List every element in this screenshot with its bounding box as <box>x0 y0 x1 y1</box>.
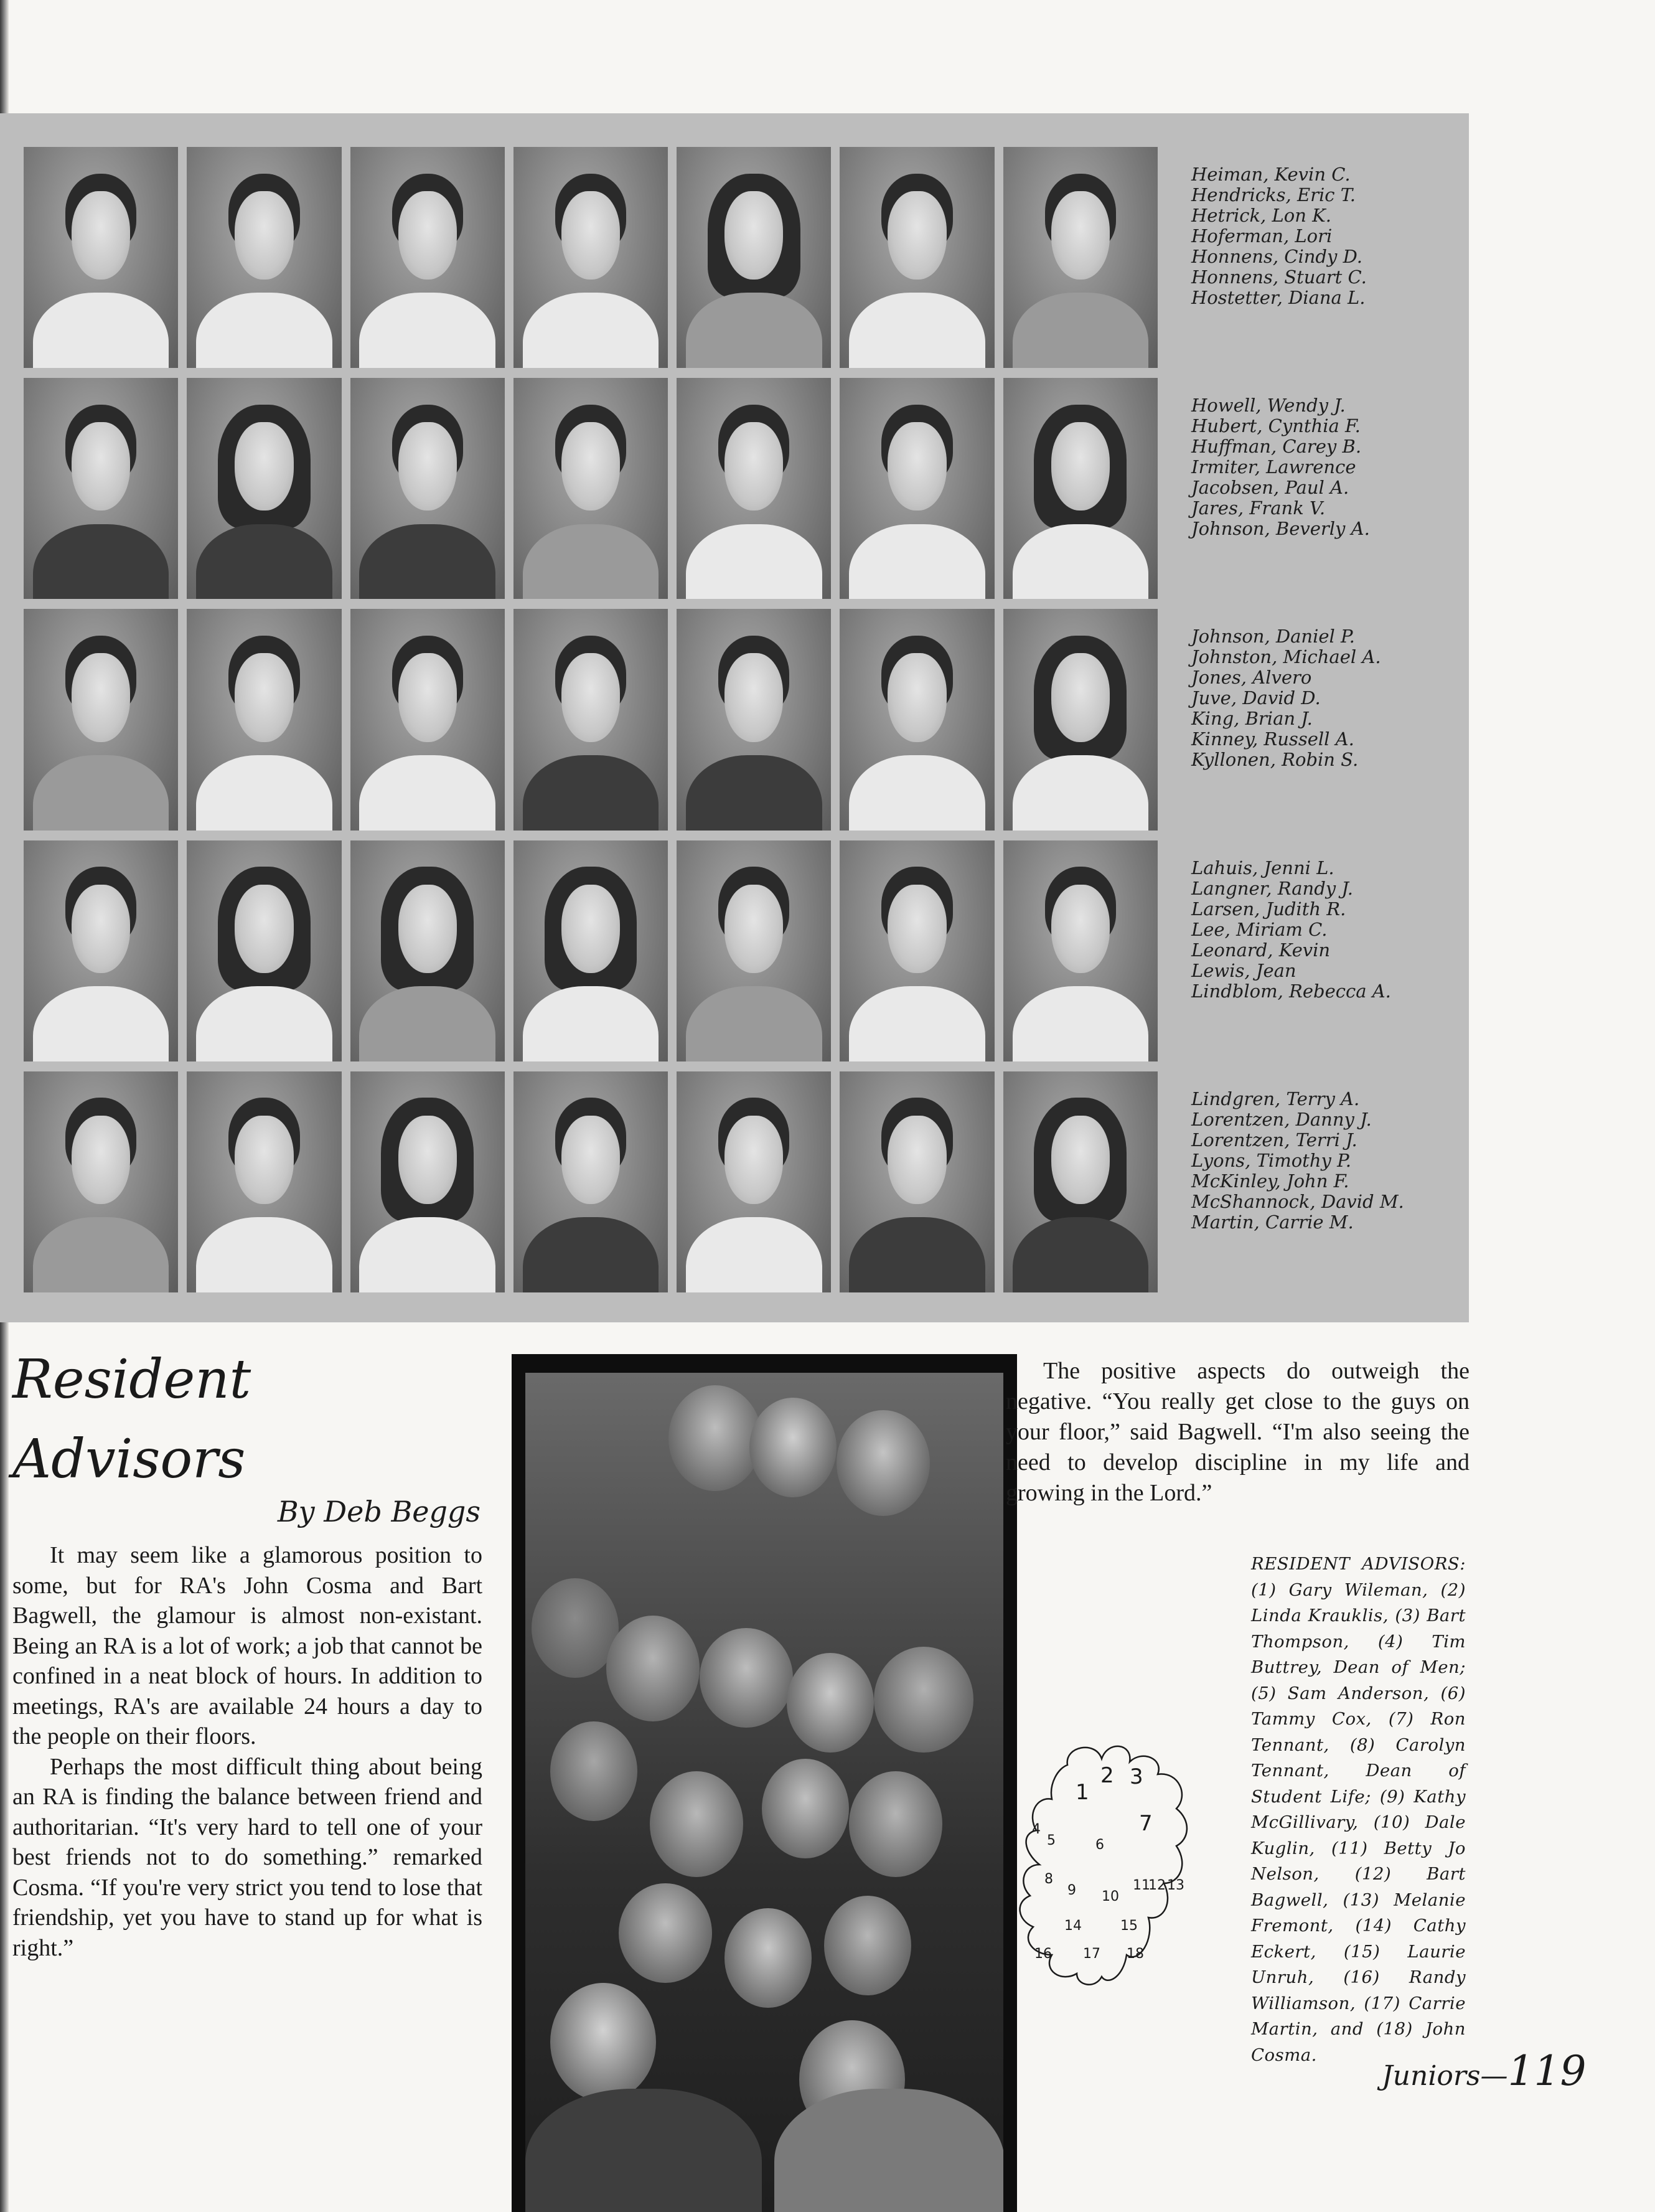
photo-person-silhouette <box>874 1647 973 1753</box>
portrait-shoulders <box>196 524 332 600</box>
portrait-face <box>72 1116 130 1204</box>
portrait-face <box>398 1116 457 1204</box>
student-name: Kinney, Russell A. <box>1191 728 1354 750</box>
portrait-face <box>398 191 457 280</box>
group-photo-image <box>525 1373 1003 2212</box>
article-body-right <box>1006 1356 1470 1508</box>
student-portrait <box>513 1071 668 1292</box>
portrait-shoulders <box>1013 1217 1149 1292</box>
portrait-face <box>724 653 783 741</box>
student-portrait <box>513 609 668 830</box>
portrait-shoulders <box>1013 755 1149 831</box>
article-title <box>12 1340 251 1499</box>
student-portrait <box>1003 840 1158 1061</box>
portrait-face <box>1051 1116 1110 1204</box>
student-portrait <box>840 609 994 830</box>
photo-person-silhouette <box>619 1883 712 1983</box>
student-name: McShannock, David M. <box>1191 1190 1404 1212</box>
article-paragraph: Perhaps the most difficult thing about being an RA is finding the balance between friend and authoritarian. “It's very hard to tell one of your best friends not to do something.” remarked Cosma. “If you're very strict you tend to lose that friendship, yet you have to stand up for what is right.” <box>12 1753 482 1961</box>
student-portrait <box>513 147 668 368</box>
article-paragraph: The positive aspects do outweigh the negative. “You really get close to the guys on your floor,” said Bagwell. “I'm also seeing the need to develop discipline in my life and growing in the Lord.” <box>1006 1358 1470 1506</box>
student-portrait <box>1003 147 1158 368</box>
portrait-face <box>398 885 457 973</box>
student-portrait <box>350 1071 505 1292</box>
student-name: Juve, David D. <box>1191 687 1321 709</box>
portrait-shoulders <box>33 986 169 1061</box>
portrait-shoulders <box>1013 524 1149 600</box>
portrait-face <box>561 1116 620 1204</box>
student-name: McKinley, John F. <box>1191 1170 1349 1192</box>
portrait-face <box>72 653 130 741</box>
photo-person-torso <box>525 2089 762 2212</box>
article-title-line-2: Advisors <box>12 1428 246 1490</box>
student-name: Heiman, Kevin C. <box>1191 164 1351 185</box>
portrait-face <box>1051 191 1110 280</box>
student-portrait <box>24 1071 178 1292</box>
portrait-row-names <box>1191 840 1453 1061</box>
student-name: Martin, Carrie M. <box>1191 1211 1354 1233</box>
portrait-shoulders <box>196 1217 332 1292</box>
student-name: Lee, Miriam C. <box>1191 918 1328 940</box>
student-name: Hoferman, Lori <box>1191 225 1333 247</box>
student-portrait <box>24 609 178 830</box>
photo-person-silhouette <box>787 1653 874 1753</box>
key-diagram-number: 7 <box>1139 1811 1153 1836</box>
portrait-shoulders <box>849 986 985 1061</box>
page-number: 119 <box>1507 2047 1587 2095</box>
portrait-shoulders <box>359 755 495 831</box>
key-diagram-number: 15 <box>1120 1918 1138 1934</box>
key-diagram-number: 1 <box>1076 1780 1089 1805</box>
key-diagram-number: 5 <box>1047 1833 1056 1848</box>
student-name: Honnens, Cindy D. <box>1191 246 1363 267</box>
key-diagram-number: 13 <box>1167 1878 1184 1893</box>
portrait-face <box>72 191 130 280</box>
student-portrait <box>187 609 341 830</box>
portrait-shoulders <box>523 1217 659 1292</box>
portrait-shoulders <box>33 1217 169 1292</box>
student-portrait <box>840 147 994 368</box>
portrait-face <box>235 191 293 280</box>
photo-key-diagram <box>1008 1740 1220 1989</box>
page-folio <box>1382 2047 1586 2095</box>
folio-section: Juniors— <box>1382 2060 1508 2092</box>
portrait-face <box>398 653 457 741</box>
key-diagram-number: 9 <box>1067 1883 1076 1898</box>
student-portrait <box>513 840 668 1061</box>
student-name: Hubert, Cynthia F. <box>1191 415 1361 437</box>
portrait-face <box>72 885 130 973</box>
portrait-face <box>888 191 946 280</box>
portrait-face <box>1051 885 1110 973</box>
portrait-shoulders <box>849 1217 985 1292</box>
student-name: Hostetter, Diana L. <box>1191 287 1366 308</box>
key-diagram-number: 10 <box>1102 1889 1119 1904</box>
portrait-shoulders <box>523 986 659 1061</box>
student-portrait <box>513 378 668 599</box>
student-name: Larsen, Judith R. <box>1191 898 1346 920</box>
portrait-face <box>1051 422 1110 511</box>
student-portrait <box>187 147 341 368</box>
portrait-face <box>1051 653 1110 741</box>
photo-caption: RESIDENT ADVISORS: (1) Gary Wileman, (2) Linda Krauklis, (3) Bart Thompson, (4) Tim Buttrey, Dean of Men; (5) Sam Anderson, (6) Tammy Cox, (7) Ron Tennant, (8) Carolyn Tennant, Dean of Student Life; (9) Kathy McGillivary, (10) Dale Kuglin, (11) Betty Jo Nelson, (12) Bart Bagwell, (13) Melanie Fremont, (14) Cathy Eckert, (15) Laurie Unruh, (16) Randy Williamson, (17) Carrie Martin, and (18) John Cosma. <box>1251 1554 1466 2065</box>
student-name: Lindblom, Rebecca A. <box>1191 980 1391 1002</box>
portrait-face <box>888 422 946 511</box>
student-name: Kyllonen, Robin S. <box>1191 749 1359 771</box>
portrait-shoulders <box>359 524 495 600</box>
photo-person-silhouette <box>650 1771 743 1877</box>
student-name: Johnson, Beverly A. <box>1191 518 1370 540</box>
key-diagram-number: 3 <box>1130 1764 1143 1789</box>
portrait-face <box>235 1116 293 1204</box>
portrait-shoulders <box>33 524 169 600</box>
photo-person-silhouette <box>550 1721 637 1821</box>
key-diagram-number: 12 <box>1148 1878 1166 1893</box>
portrait-face <box>561 885 620 973</box>
student-portrait <box>350 378 505 599</box>
student-portrait <box>350 840 505 1061</box>
student-portrait <box>187 840 341 1061</box>
student-name: Jacobsen, Paul A. <box>1191 477 1349 499</box>
photo-person-silhouette <box>550 1983 656 2101</box>
student-name: Lewis, Jean <box>1191 959 1296 981</box>
portrait-shoulders <box>523 293 659 368</box>
student-name: Hetrick, Lon K. <box>1191 205 1331 226</box>
photo-person-silhouette <box>606 1616 700 1721</box>
portrait-shoulders <box>686 1217 822 1292</box>
student-portrait <box>350 609 505 830</box>
student-portrait <box>677 609 831 830</box>
portrait-shoulders <box>196 293 332 368</box>
student-name: Huffman, Carey B. <box>1191 436 1362 458</box>
portrait-shoulders <box>849 755 985 831</box>
portrait-face <box>888 653 946 741</box>
portrait-shoulders <box>359 1217 495 1292</box>
portrait-face <box>235 422 293 511</box>
portrait-shoulders <box>849 524 985 600</box>
portrait-face <box>724 1116 783 1204</box>
portrait-row-names <box>1191 378 1453 599</box>
photo-person-silhouette <box>532 1578 619 1678</box>
student-name: Langner, Randy J. <box>1191 877 1353 899</box>
portrait-shoulders <box>359 293 495 368</box>
photo-person-silhouette <box>837 1410 930 1516</box>
portrait-face <box>724 885 783 973</box>
portrait-face <box>235 885 293 973</box>
portrait-row-names <box>1191 609 1453 830</box>
key-diagram-number: 14 <box>1064 1918 1082 1934</box>
photo-person-silhouette <box>749 1398 837 1497</box>
portrait-face <box>888 885 946 973</box>
article-title-line-1: Resident <box>12 1348 251 1411</box>
student-name: Lorentzen, Danny J. <box>1191 1108 1372 1130</box>
portrait-face <box>235 653 293 741</box>
student-portrait <box>24 378 178 599</box>
portrait-face <box>561 191 620 280</box>
portrait-face <box>724 422 783 511</box>
portrait-shoulders <box>523 524 659 600</box>
student-name: Johnston, Michael A. <box>1191 646 1381 668</box>
student-name: Lindgren, Terry A. <box>1191 1088 1360 1109</box>
key-diagram-number: 11 <box>1133 1878 1150 1893</box>
student-portrait <box>677 378 831 599</box>
student-portrait <box>24 147 178 368</box>
student-portrait <box>677 147 831 368</box>
key-diagram-number: 8 <box>1044 1871 1053 1887</box>
key-diagram-number: 6 <box>1095 1837 1104 1853</box>
resident-advisors-group-photo <box>512 1354 1017 2212</box>
byline: By Deb Beggs <box>277 1495 481 1528</box>
photo-person-silhouette <box>824 1896 911 1995</box>
portrait-face <box>888 1116 946 1204</box>
student-portrait <box>1003 1071 1158 1292</box>
portrait-panel <box>0 113 1469 1322</box>
student-portrait <box>187 378 341 599</box>
article-paragraph: It may seem like a glamorous position to some, but for RA's John Cosma and Bart Bagwell, the glamour is almost non-existant. Being an RA is a lot of work; a job that cannot be confined in a neat block of hours. In addition to meetings, RA's are available 24 hours a day to the people on their floors. <box>12 1542 482 1749</box>
portrait-shoulders <box>33 293 169 368</box>
student-name: Honnens, Stuart C. <box>1191 266 1367 288</box>
portrait-row-names <box>1191 1071 1453 1292</box>
portrait-row-names <box>1191 147 1453 368</box>
student-portrait <box>840 1071 994 1292</box>
student-name: Jones, Alvero <box>1191 667 1312 689</box>
student-name: Lyons, Timothy P. <box>1191 1149 1351 1171</box>
photo-person-silhouette <box>668 1385 762 1491</box>
key-diagram-number: 16 <box>1034 1946 1052 1962</box>
student-portrait <box>1003 609 1158 830</box>
portrait-shoulders <box>196 986 332 1061</box>
student-name: Irmiter, Lawrence <box>1191 456 1356 478</box>
portrait-shoulders <box>1013 986 1149 1061</box>
photo-person-torso <box>774 2089 1003 2212</box>
student-portrait <box>187 1071 341 1292</box>
photo-person-silhouette <box>849 1771 942 1877</box>
student-name: Howell, Wendy J. <box>1191 395 1346 417</box>
student-portrait <box>1003 378 1158 599</box>
student-portrait <box>677 840 831 1061</box>
key-diagram-number: 4 <box>1032 1822 1041 1837</box>
student-name: Leonard, Kevin <box>1191 939 1331 961</box>
portrait-shoulders <box>1013 293 1149 368</box>
portrait-shoulders <box>523 755 659 831</box>
portrait-shoulders <box>33 755 169 831</box>
photo-person-silhouette <box>700 1628 793 1728</box>
portrait-grid <box>24 147 1158 1292</box>
student-name: King, Brian J. <box>1191 708 1313 730</box>
portrait-face <box>724 191 783 280</box>
student-portrait <box>677 1071 831 1292</box>
key-diagram-number: 18 <box>1127 1946 1144 1962</box>
portrait-shoulders <box>196 755 332 831</box>
key-diagram-number: 2 <box>1100 1763 1114 1788</box>
student-portrait <box>24 840 178 1061</box>
student-name: Johnson, Daniel P. <box>1191 626 1355 647</box>
portrait-shoulders <box>849 293 985 368</box>
student-name: Lahuis, Jenni L. <box>1191 857 1334 878</box>
student-portrait <box>840 840 994 1061</box>
portrait-name-column <box>1191 147 1453 1292</box>
portrait-face <box>72 422 130 511</box>
photo-person-silhouette <box>762 1759 849 1858</box>
article-body-left <box>12 1540 482 1963</box>
portrait-shoulders <box>686 293 822 368</box>
portrait-face <box>561 422 620 511</box>
portrait-face <box>561 653 620 741</box>
portrait-shoulders <box>686 986 822 1061</box>
portrait-face <box>398 422 457 511</box>
student-name: Jares, Frank V. <box>1191 497 1326 519</box>
portrait-shoulders <box>686 524 822 600</box>
student-portrait <box>840 378 994 599</box>
student-name: Lorentzen, Terri J. <box>1191 1129 1357 1151</box>
student-portrait <box>350 147 505 368</box>
portrait-shoulders <box>359 986 495 1061</box>
portrait-shoulders <box>686 755 822 831</box>
student-name: Hendricks, Eric T. <box>1191 184 1356 205</box>
key-diagram-number: 17 <box>1083 1946 1100 1962</box>
photo-person-silhouette <box>724 1908 812 2008</box>
